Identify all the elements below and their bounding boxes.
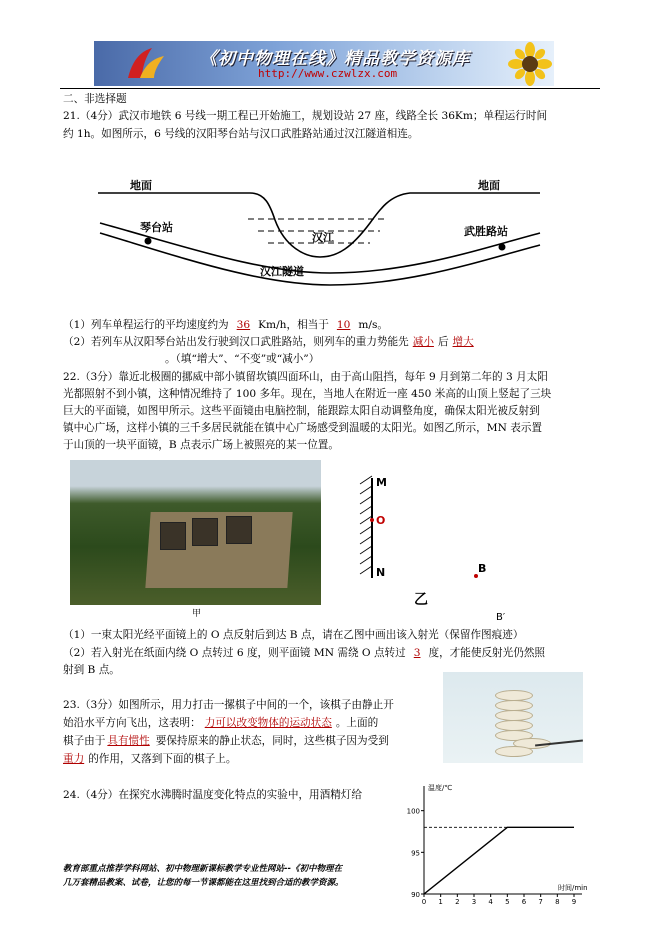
temperature-series-line xyxy=(424,827,574,894)
header-title: 《初中物理在线》精品教学资源库 xyxy=(200,49,470,69)
q21-answer-speed-kmh: 36 xyxy=(236,319,251,331)
river-label: 汉江 xyxy=(312,231,334,244)
q24-line1: 24.（4分）在探究水沸腾时温度变化特点的实验中，用酒精灯给 xyxy=(63,789,363,801)
q21-answer-then: 增大 xyxy=(452,336,474,348)
x-tick-label: 2 xyxy=(455,898,460,904)
q21-part1: （1）列车单程运行的平均速度约为 36 Km/h，相当于 10 m/s。 xyxy=(63,319,389,331)
x-tick-label: 1 xyxy=(438,898,443,904)
ground-left-label: 地面 xyxy=(130,179,152,192)
q22-answer-angle: 3 xyxy=(413,647,421,659)
x-tick-label: 3 xyxy=(471,898,477,904)
q22-part2-line2: 射到 B 点。 xyxy=(63,664,120,676)
tunnel-diagram xyxy=(90,175,550,295)
header-rule xyxy=(60,88,600,89)
sunflower-icon xyxy=(506,42,554,86)
station-right-label: 武胜路站 xyxy=(464,225,508,238)
x-tick-label: 0 xyxy=(421,898,427,904)
station-left-dot xyxy=(145,238,152,245)
q22-line4: 镇中心广场，这样小镇的三千多居民就能在镇中心广场感受到温暖的太阳光。如图乙所示，MN 表示置 xyxy=(63,422,543,434)
svg-text:O: O xyxy=(376,514,386,527)
q23-line1: 23.（3分）如图所示，用力打击一摞棋子中间的一个，该棋子由静止开 xyxy=(63,699,394,711)
y-tick-label: 90 xyxy=(411,891,420,899)
mirror-photo xyxy=(70,460,321,605)
point-O xyxy=(370,518,374,522)
x-tick-label: 7 xyxy=(538,898,543,904)
tunnel-label: 汉江隧道 xyxy=(260,265,304,278)
q23-answer-inertia: 具有惯性 xyxy=(107,735,150,747)
q21-part2: （2）若列车从汉阳琴台站出发行驶到汉口武胜路站，则列车的重力势能先 减小 后 增大 xyxy=(63,334,484,352)
logo-icon xyxy=(120,44,170,84)
chess-stack-photo xyxy=(443,672,583,763)
y-axis-label: 温度/℃ xyxy=(428,784,453,792)
q22-line2: 光都照射不到小镇，这种情况维持了 100 多年。现在，当地人在附近一座 450 米高的山顶上竖起了三块 xyxy=(63,388,552,400)
footer-line1: 教育部重点推荐学科网站、初中物理新课标教学专业性网站--《初中物理在 xyxy=(63,864,343,874)
fig-yi-label: 乙 xyxy=(414,592,428,608)
x-tick-label: 6 xyxy=(521,898,527,904)
svg-text:B: B xyxy=(478,562,487,575)
q23-line3: 棋子由于 具有惯性 要保持原来的静止状态，同时，这些棋子因为受到 xyxy=(63,735,389,747)
x-tick-label: 8 xyxy=(555,898,560,904)
q22-line1: 22.（3分）靠近北极圈的挪威中部小镇留坎镇四面环山，由于高山阻挡，每年 9 月到第二年的 3 月太阳 xyxy=(63,371,548,383)
q22-part2: （2）若入射光在纸面内绕 O 点转过 6 度，则平面镜 MN 需绕 O 点转过 3 度，才能使反射光仍然照 xyxy=(63,647,546,659)
station-right-dot xyxy=(499,244,506,251)
q23-answer-gravity: 重力 xyxy=(63,753,85,765)
x-axis-label: 时间/min xyxy=(558,884,588,892)
q21-line1: 21.（4分）武汉市地铁 6 号线一期工程已开始施工，规划设站 27 座，线路全长 36Km；单程运行时间 xyxy=(63,110,548,122)
q23-line2: 始沿水平方向飞出，这表明： 力可以改变物体的运动状态 。上面的 xyxy=(63,717,379,729)
q21-line2: 约 1h。如图所示，6 号线的汉阳琴台站与汉口武胜路站通过汉江隧道相连。 xyxy=(63,128,419,140)
y-tick-label: 95 xyxy=(411,849,420,858)
y-tick-label: 100 xyxy=(406,807,420,816)
q22-line5: 于山顶的一块平面镜，B 点表示广场上被照亮的某一位置。 xyxy=(63,439,339,451)
footer-line2: 几万套精品教案、试卷，让您的每一节课都能在这里找到合适的教学资源。 xyxy=(63,878,344,888)
header-url[interactable]: http://www.czwlzx.com xyxy=(258,67,398,80)
svg-text:M: M xyxy=(376,476,387,489)
x-tick-label: 5 xyxy=(505,898,510,904)
fig-jia-label: 甲 xyxy=(192,609,202,619)
x-tick-label: 9 xyxy=(571,898,577,904)
ground-right-label: 地面 xyxy=(478,179,500,192)
x-tick-label: 4 xyxy=(488,898,493,904)
q21-part2-tail: 。（填“增大”、“不变”或“减小”） xyxy=(165,353,320,365)
mirror-diagram xyxy=(350,470,530,620)
svg-text:N: N xyxy=(376,566,386,579)
svg-text:B′: B′ xyxy=(496,612,506,620)
boiling-chart xyxy=(398,780,588,904)
section-title: 二、非选择题 xyxy=(63,93,127,105)
station-left-label: 琴台站 xyxy=(140,221,173,234)
q22-line3: 巨大的平面镜，如图甲所示。这些平面镜由电脑控制，能跟踪太阳自动调整角度，确保太阳光被反射到 xyxy=(63,405,540,417)
q22-part1: （1）一束太阳光经平面镜上的 O 点反射后到达 B 点，请在乙图中画出该入射光（保留作图痕迹） xyxy=(63,629,524,641)
q23-answer-force: 力可以改变物体的运动状态 xyxy=(204,717,332,729)
q21-answer-first: 减小 xyxy=(412,336,434,348)
q23-line4: 重力 的作用，又落到下面的棋子上。 xyxy=(63,753,237,765)
q21-answer-speed-ms: 10 xyxy=(336,319,351,331)
